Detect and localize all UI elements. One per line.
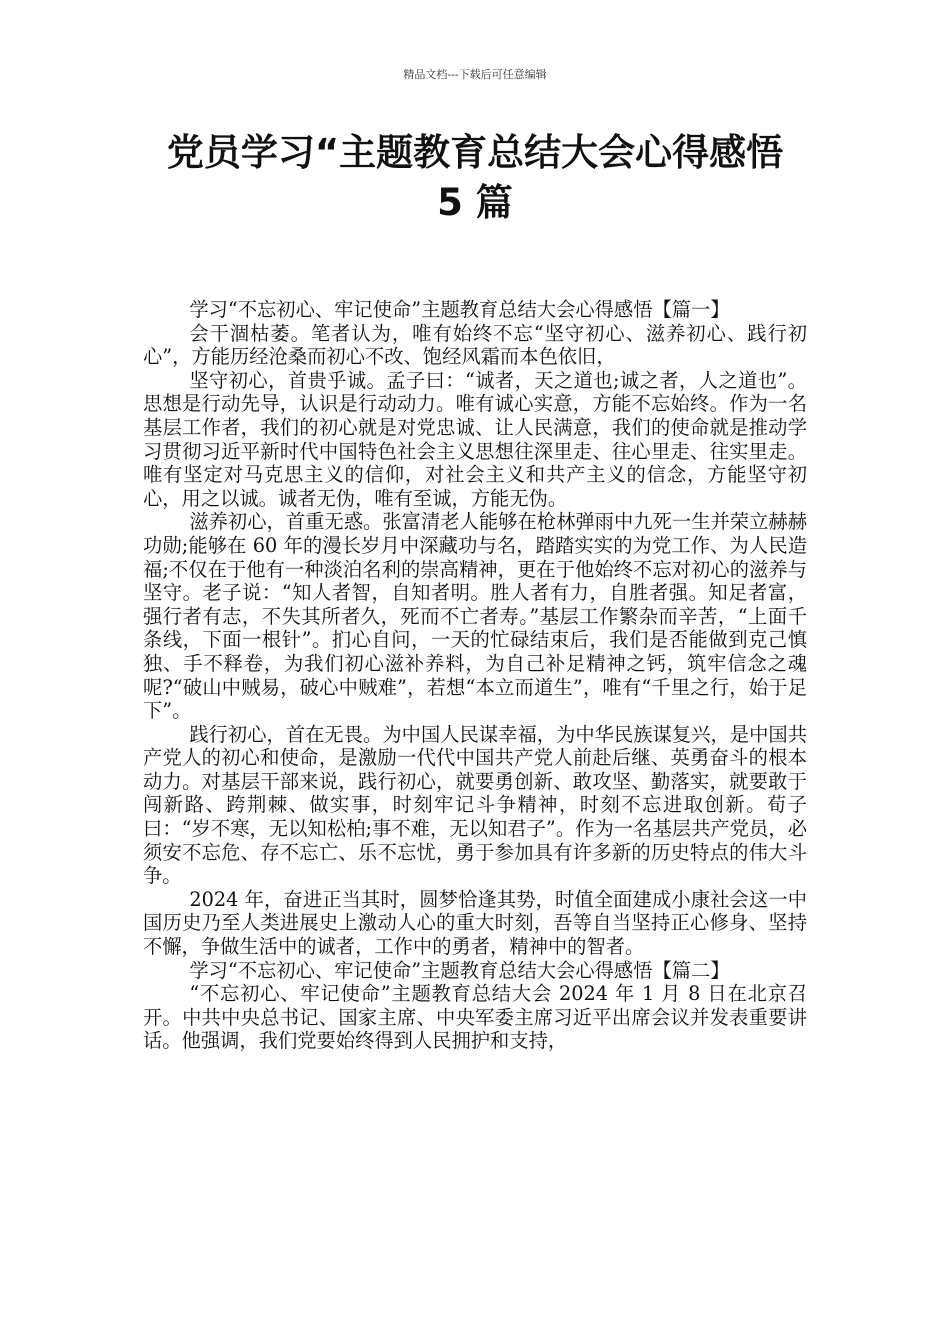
body-paragraph: “不忘初心、牢记使命”主题教育总结大会 2024 年 1 月 8 日在北京召开。中共中央总书记、国家主席、中央军委主席习近平出席会议并发表重要讲话。他强调，我们党要始终得到人民拥护和支持， [143, 982, 807, 1053]
body-paragraph: 会干涸枯萎。笔者认为，唯有始终不忘“坚守初心、滋养初心、践行初心”，方能历经沧桑而初心不改、饱经风霜而本色依旧， [143, 321, 807, 369]
title-line-1: 党员学习“主题教育总结大会心得感悟 [166, 131, 784, 174]
document-body [143, 298, 807, 1053]
body-paragraph: 践行初心，首在无畏。为中国人民谋幸福，为中华民族谋复兴，是中国共产党人的初心和使命，是激励一代代中国共产党人前赴后继、英勇奋斗的根本动力。对基层干部来说，践行初心，就要勇创新、敢攻坚、勤落实，就要敢于闯新路、跨荆棘、做实事，时刻牢记斗争精神，时刻不忘进取创新。荀子曰：“岁不寒，无以知松柏;事不难，无以知君子”。作为一名基层共产党员，必须安不忘危、存不忘亡、乐不忘忧，勇于参加具有许多新的历史特点的伟大斗争。 [143, 722, 807, 888]
section-heading-1: 学习“不忘初心、牢记使命”主题教育总结大会心得感悟【篇一】 [189, 298, 730, 321]
body-paragraph: 2024 年，奋进正当其时，圆梦恰逢其势，时值全面建成小康社会这一中国历史乃至人类进展史上激动人心的重大时刻，吾等自当坚持正心修身、坚持不懈，争做生活中的诚者，工作中的勇者，精神中的智者。 [143, 887, 807, 959]
page-header: 精品文档---下载后可任意编辑 [403, 68, 547, 81]
document-title [100, 128, 850, 228]
body-paragraph: 滋养初心，首重无惑。张富清老人能够在枪林弹雨中九死一生并荣立赫赫功勋;能够在 60 年的漫长岁月中深藏功与名，踏踏实实的为党工作、为人民造福;不仅在于他有一种淡泊名利的崇高精神，更在于他始终不忘对初心的滋养与坚守。老子说：“知人者智，自知者明。胜人者有力，自胜者强。知足者富，强行者有志，不失其所者久，死而不亡者寿。”基层工作繁杂而辛苦，“上面千条线，下面一根针”。扪心自问，一天的忙碌结束后，我们是否能做到克己慎独、手不释卷，为我们初心滋补养料，为自己补足精神之钙，筑牢信念之魂呢?“破山中贼易，破心中贼难”，若想“本立而道生”，唯有“千里之行，始于足下”。 [143, 510, 807, 723]
section-heading-2: 学习“不忘初心、牢记使命”主题教育总结大会心得感悟【篇二】 [189, 958, 730, 982]
title-line-2: 5 篇 [437, 181, 513, 224]
body-paragraph: 坚守初心，首贵乎诚。孟子曰：“诚者，天之道也;诚之者，人之道也”。思想是行动先导，认识是行动动力。唯有诚心实意，方能不忘始终。作为一名基层工作者，我们的初心就是对党忠诚、让人民满意，我们的使命就是推动学习贯彻习近平新时代中国特色社会主义思想往深里走、往心里走、往实里走。唯有坚定对马克思主义的信仰，对社会主义和共产主义的信念，方能坚守初心，用之以诚。诚者无伪，唯有至诚，方能无伪。 [143, 368, 807, 510]
